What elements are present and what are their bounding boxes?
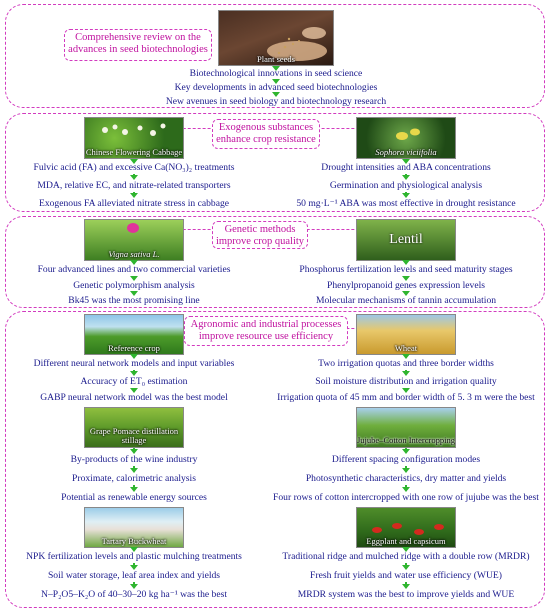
section-genetic-tag: Genetic methods improve crop quality bbox=[212, 221, 308, 249]
jujube-cotton-photo bbox=[356, 407, 456, 448]
grape-line-1: By-products of the wine industry bbox=[70, 454, 198, 465]
eggplant-caption: Eggplant and capsicum bbox=[366, 536, 446, 546]
cabbage-line-1: Fulvic acid (FA) and excessive Ca(NO₃)₂ treatments bbox=[33, 162, 235, 173]
section-seed-biotech-tag: Comprehensive review on the advances in seed biotechnologies bbox=[64, 29, 212, 61]
jujube-cotton-caption: Jujube–Cotton Intercropping bbox=[357, 435, 455, 445]
reference-line-3: GABP neural network model was the best model bbox=[40, 392, 228, 403]
jujube-line-3: Four rows of cotton intercropped with one row of jujube was the best bbox=[273, 492, 539, 503]
vigna-line-3: Bk45 was the most promising line bbox=[68, 295, 200, 306]
wheat-photo bbox=[356, 314, 456, 355]
jujube-line-2: Photosynthetic characteristics, dry matter and yields bbox=[305, 473, 507, 484]
section-agronomic-tag: Agronomic and industrial processes improve resource use efficiency bbox=[184, 316, 348, 346]
eggplant-line-3: MRDR system was the best to improve yields and WUE bbox=[297, 589, 515, 600]
sophora-line-2: Germination and physiological analysis bbox=[329, 180, 483, 191]
seed-line-3: New avenues in seed biology and biotechnology research bbox=[165, 96, 387, 107]
grape-line-2: Proximate, calorimetric analysis bbox=[72, 473, 196, 484]
sophora-line-3: 50 mg·L⁻¹ ABA was most effective in drought resistance bbox=[296, 198, 516, 209]
lentil-line-1: Phosphorus fertilization levels and seed maturity stages bbox=[299, 264, 513, 275]
reference-crop-caption: Reference crop bbox=[108, 343, 160, 353]
sophora-photo bbox=[356, 117, 456, 159]
jujube-line-1: Different spacing configuration modes bbox=[331, 454, 481, 465]
reference-line-1: Different neural network models and input variables bbox=[33, 358, 235, 369]
sophora-caption: Sophora viciifolia bbox=[375, 147, 437, 157]
lentil-caption: Lentil bbox=[389, 232, 423, 247]
section-exogenous-tag: Exogenous substances enhance crop resistance bbox=[212, 119, 320, 149]
buckwheat-photo bbox=[84, 507, 184, 548]
grape-pomace-photo bbox=[84, 407, 184, 448]
eggplant-line-2: Fresh fruit yields and water use efficiency (WUE) bbox=[310, 570, 502, 581]
vigna-caption: Vigna sativa L. bbox=[108, 249, 160, 259]
vigna-photo bbox=[84, 219, 184, 261]
wheat-caption: Wheat bbox=[394, 343, 418, 353]
wheat-line-1: Two irrigation quotas and three border widths bbox=[318, 358, 494, 369]
wheat-line-3: Irrigation quota of 45 mm and border width of 5. 3 m were the best bbox=[277, 392, 535, 403]
buckwheat-caption: Tartary Buckwheat bbox=[101, 536, 167, 546]
plant-seeds-caption: Plant seeds bbox=[256, 54, 295, 64]
sophora-line-1: Drought intensities and ABA concentrations bbox=[321, 162, 491, 173]
cabbage-caption: Chinese Flowering Cabbage bbox=[85, 147, 183, 157]
plant-seeds-photo bbox=[218, 10, 334, 66]
cabbage-line-2: MDA, relative EC, and nitrate-related transporters bbox=[37, 180, 231, 191]
wheat-line-2: Soil moisture distribution and irrigation quality bbox=[315, 376, 497, 387]
lentil-photo bbox=[356, 219, 456, 261]
buckwheat-line-3: N–P₂O5–K₂O of 40–30–20 kg ha⁻¹ was the best bbox=[41, 589, 227, 600]
seed-line-1: Biotechnological innovations in seed science bbox=[189, 68, 363, 79]
lentil-line-2: Phenylpropanoid genes expression levels bbox=[327, 280, 485, 291]
vigna-line-1: Four advanced lines and two commercial varieties bbox=[37, 264, 231, 275]
seed-line-2: Key developments in advanced seed biotechnologies bbox=[174, 82, 378, 93]
grape-line-3: Potential as renewable energy sources bbox=[61, 492, 207, 503]
eggplant-line-1: Traditional ridge and mulched ridge with a double row (MRDR) bbox=[282, 551, 530, 562]
lentil-line-3: Molecular mechanisms of tannin accumulation bbox=[315, 295, 497, 306]
reference-crop-photo bbox=[84, 314, 184, 355]
buckwheat-line-1: NPK fertilization levels and plastic mulching treatments bbox=[26, 551, 242, 562]
cabbage-photo bbox=[84, 117, 184, 159]
eggplant-capsicum-photo bbox=[356, 507, 456, 548]
grape-pomace-caption: Grape Pomace distillation stillage bbox=[89, 426, 179, 445]
vigna-line-2: Genetic polymorphism analysis bbox=[73, 280, 195, 291]
reference-line-2: Accuracy of ET₀ estimation bbox=[80, 376, 188, 387]
cabbage-line-3: Exogenous FA alleviated nitrate stress in cabbage bbox=[38, 198, 230, 209]
buckwheat-line-2: Soil water storage, leaf area index and yields bbox=[47, 570, 221, 581]
